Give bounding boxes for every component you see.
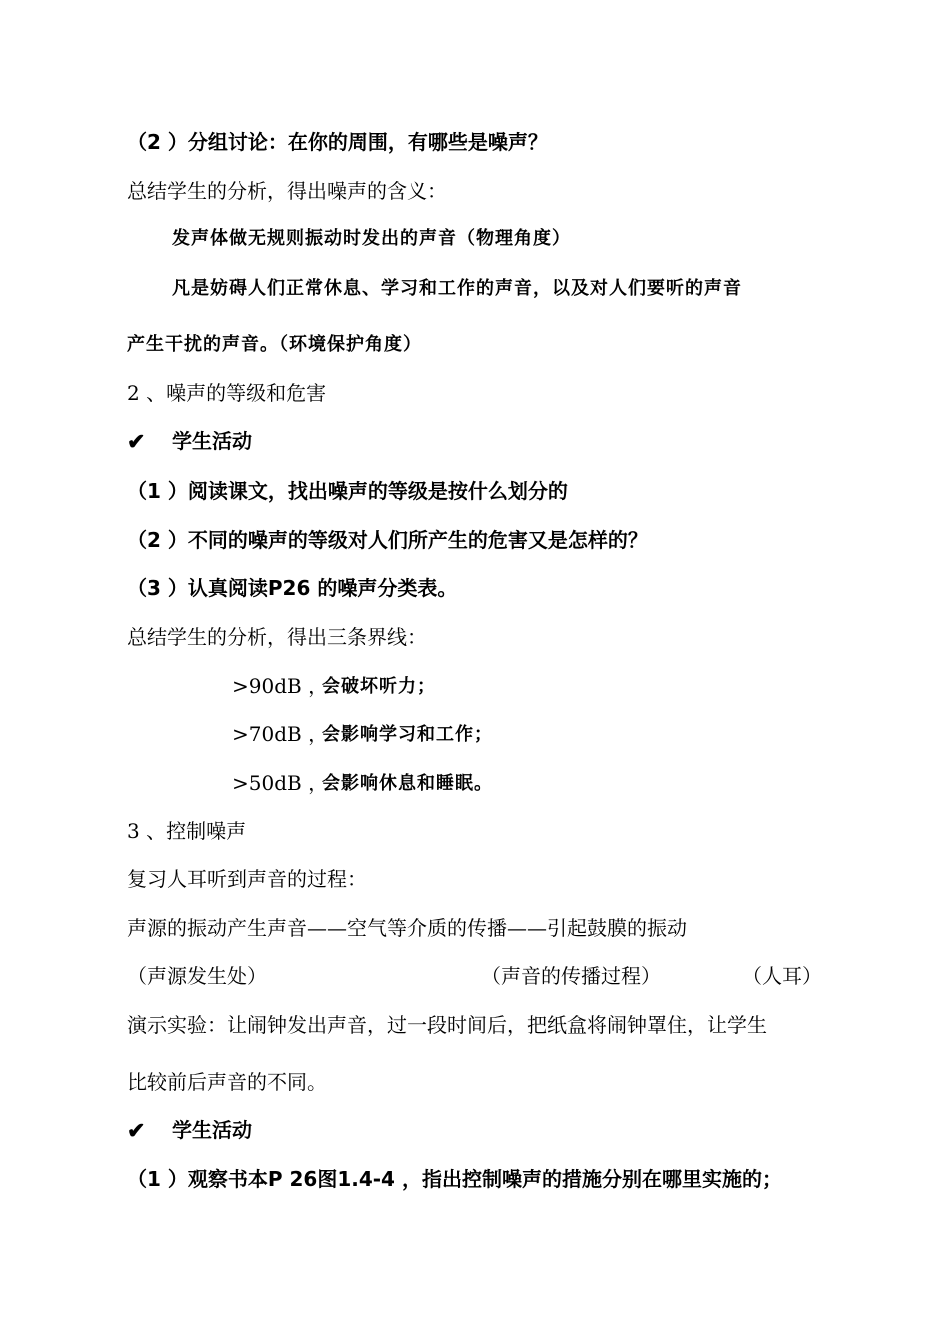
summary-line: 总结学生的分析，得出噪声的含义： bbox=[127, 179, 447, 203]
definition-physics: 发声体做无规则振动时发出的声音（物理角度） bbox=[172, 228, 571, 249]
activity-item-observe: （1 ）观察书本P 26图1.4-4 ，指出控制噪声的措施分别在哪里实施的； bbox=[127, 1167, 782, 1191]
label-sound-source: （声源发生处） bbox=[127, 964, 267, 988]
student-activity-heading-2: 学生活动 bbox=[172, 1118, 252, 1142]
threshold-90-desc: 会破坏听力； bbox=[322, 676, 436, 697]
summary-line-2: 总结学生的分析，得出三条界线： bbox=[127, 625, 427, 649]
discussion-question: （2 ）分组讨论：在你的周围，有哪些是噪声？ bbox=[127, 130, 548, 154]
threshold-70-desc: 会影响学习和工作； bbox=[322, 724, 493, 745]
checkmark-icon: ✔ bbox=[127, 1118, 146, 1144]
activity-item-2: （2 ）不同的噪声的等级对人们所产生的危害又是怎样的？ bbox=[127, 528, 648, 552]
definition-environment: 凡是妨碍人们正常休息、学习和工作的声音，以及对人们要听的声音 bbox=[172, 278, 742, 299]
student-activity-heading: 学生活动 bbox=[172, 429, 252, 453]
activity-item-3: （3 ）认真阅读P26 的噪声分类表。 bbox=[127, 576, 458, 600]
threshold-50-desc: 会影响休息和睡眠。 bbox=[322, 773, 493, 794]
section-heading-2: 2 、噪声的等级和危害 bbox=[127, 381, 327, 405]
threshold-70-value: >70dB ， bbox=[232, 722, 329, 746]
demo-experiment: 演示实验：让闹钟发出声音，过一段时间后，把纸盒将闹钟罩住，让学生 bbox=[127, 1013, 767, 1037]
label-ear: （人耳） bbox=[742, 964, 822, 988]
label-propagation: （声音的传播过程） bbox=[481, 964, 661, 988]
review-line: 复习人耳听到声音的过程： bbox=[127, 867, 367, 891]
threshold-90-value: >90dB ， bbox=[232, 674, 329, 698]
section-heading-3: 3 、控制噪声 bbox=[127, 819, 247, 843]
demo-experiment-cont: 比较前后声音的不同。 bbox=[127, 1070, 327, 1094]
activity-item-1: （1 ）阅读课文，找出噪声的等级是按什么划分的 bbox=[127, 479, 568, 503]
threshold-50-value: >50dB ， bbox=[232, 771, 329, 795]
checkmark-icon: ✔ bbox=[127, 429, 146, 455]
sound-process-line: 声源的振动产生声音——空气等介质的传播——引起鼓膜的振动 bbox=[127, 916, 687, 940]
definition-environment-cont: 产生干扰的声音。（环境保护角度） bbox=[127, 334, 422, 355]
